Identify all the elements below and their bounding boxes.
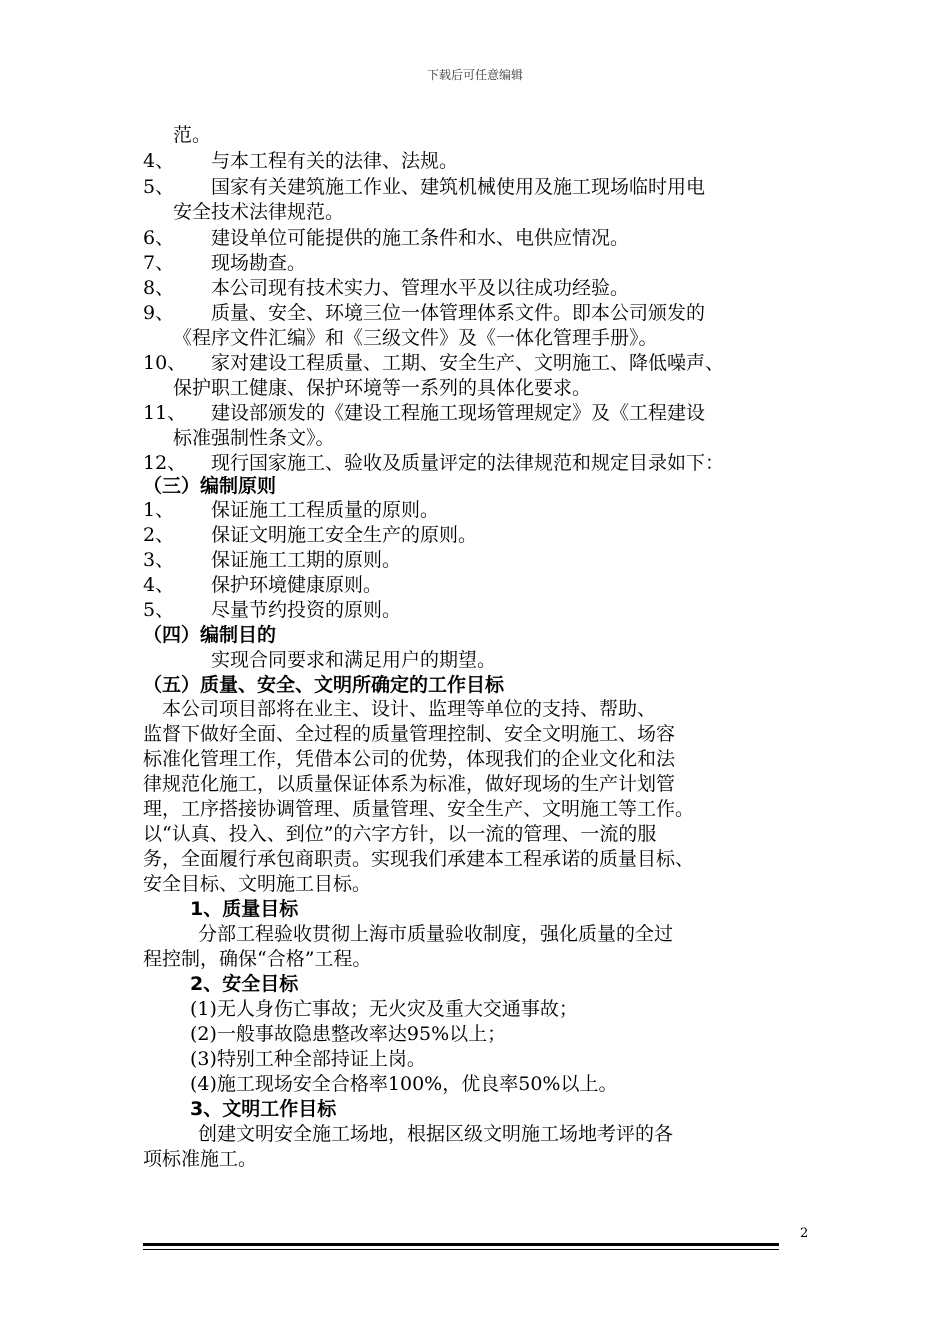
section-heading — [190, 1096, 336, 1122]
line-text: 尽量节约投资的原则。 — [211, 599, 402, 621]
line-text: 质量、安全、环境三位一体管理体系文件。即本公司颁发的 — [211, 302, 706, 324]
footer-rule-thin — [143, 1249, 779, 1250]
line-text: 保证文明施工安全生产的原则。 — [211, 524, 478, 546]
footer-rule-thick — [143, 1243, 779, 1246]
line-text: 项标准施工。 — [143, 1148, 258, 1170]
line-text: 标准化管理工作，凭借本公司的优势，体现我们的企业文化和法 — [143, 748, 676, 770]
text-line — [143, 1146, 257, 1172]
text-line — [190, 1071, 617, 1097]
line-text: (4)施工现场安全合格率100%，优良率50%以上。 — [190, 1073, 618, 1095]
line-text: 以“认真、投入、到位”的六字方针，以一流的管理、一流的服 — [143, 823, 657, 845]
text-line — [143, 946, 371, 972]
text-line — [143, 275, 629, 301]
text-line — [173, 325, 658, 351]
line-text: 安全技术法律规范。 — [173, 201, 345, 223]
text-line — [143, 746, 675, 772]
text-line — [173, 375, 591, 401]
list-number: 1、 — [143, 499, 175, 521]
text-line — [190, 996, 578, 1022]
line-text: 保证施工工程质量的原则。 — [211, 499, 440, 521]
heading-text: （四）编制目的 — [143, 624, 277, 646]
section-heading — [143, 622, 276, 648]
text-line — [143, 796, 694, 822]
line-text: 与本工程有关的法律、法规。 — [211, 150, 459, 172]
heading-text: （三）编制原则 — [143, 475, 277, 497]
line-text: 律规范化施工，以质量保证体系为标准，做好现场的生产计划管 — [143, 773, 676, 795]
text-line — [143, 871, 371, 897]
line-text: 保护职工健康、保护环境等一系列的具体化要求。 — [173, 377, 592, 399]
line-text: (3)特别工种全部持证上岗。 — [190, 1048, 426, 1070]
text-line — [143, 821, 656, 847]
list-number: 9、 — [143, 302, 175, 324]
section-heading — [143, 672, 504, 698]
section-heading — [190, 896, 298, 922]
line-text: 创建文明安全施工场地，根据区级文明施工场地考评的各 — [198, 1123, 674, 1145]
text-line — [143, 522, 477, 548]
list-number: 2、 — [143, 524, 175, 546]
line-text: 务，全面履行承包商职责。实现我们承建本工程承诺的质量目标、 — [143, 848, 695, 870]
list-number: 4、 — [143, 574, 175, 596]
line-text: 《程序文件汇编》和《三级文件》及《一体化管理手册》。 — [173, 327, 658, 349]
section-heading — [190, 971, 298, 997]
heading-text: 2、安全目标 — [190, 973, 299, 995]
list-number: 11、 — [143, 402, 187, 424]
text-line — [198, 1121, 673, 1147]
text-line — [173, 122, 211, 148]
text-line — [143, 572, 382, 598]
list-number: 10、 — [143, 352, 187, 374]
line-text: 建设部颁发的《建设工程施工现场管理规定》及《工程建设 — [211, 402, 706, 424]
line-text: 范。 — [173, 124, 212, 146]
text-line — [190, 1046, 426, 1072]
text-line — [211, 647, 496, 673]
heading-text: 3、文明工作目标 — [190, 1098, 337, 1120]
text-line — [143, 696, 656, 722]
text-line — [143, 846, 694, 872]
line-text: 现场勘查。 — [211, 252, 307, 274]
text-line — [143, 771, 675, 797]
line-text: 分部工程验收贯彻上海市质量验收制度，强化质量的全过 — [198, 923, 674, 945]
line-text: 国家有关建筑施工作业、建筑机械使用及施工现场临时用电 — [211, 176, 706, 198]
line-text: 家对建设工程质量、工期、安全生产、文明施工、降低噪声、 — [211, 352, 725, 374]
line-text: 现行国家施工、验收及质量评定的法律规范和规定目录如下： — [211, 452, 725, 474]
text-line — [143, 250, 306, 276]
text-line — [173, 425, 335, 451]
text-line — [143, 225, 629, 251]
text-line — [198, 921, 673, 947]
text-line — [143, 597, 401, 623]
line-text: (1)无人身伤亡事故；无火灾及重大交通事故； — [190, 998, 578, 1020]
line-text: 理，工序搭接协调管理、质量管理、安全生产、文明施工等工作。 — [143, 798, 695, 820]
list-number: 6、 — [143, 227, 175, 249]
list-number: 5、 — [143, 599, 175, 621]
list-number: 7、 — [143, 252, 175, 274]
text-line — [143, 721, 675, 747]
page-header: 下载后可任意编辑 — [426, 68, 523, 82]
list-number: 3、 — [143, 549, 175, 571]
line-text: 标准强制性条文》。 — [173, 427, 335, 449]
text-line — [173, 199, 344, 225]
text-line — [143, 300, 705, 326]
line-text: (2)一般事故隐患整改率达95%以上； — [190, 1023, 507, 1045]
line-text: 实现合同要求和满足用户的期望。 — [211, 649, 497, 671]
line-text: 监督下做好全面、全过程的质量管理控制、安全文明施工、场容 — [143, 723, 676, 745]
line-text: 本公司项目部将在业主、设计、监理等单位的支持、帮助、 — [143, 698, 657, 720]
line-text: 建设单位可能提供的施工条件和水、电供应情况。 — [211, 227, 630, 249]
text-line — [143, 350, 724, 376]
text-line — [143, 148, 458, 174]
heading-text: 1、质量目标 — [190, 898, 299, 920]
heading-text: （五）质量、安全、文明所确定的工作目标 — [143, 674, 505, 696]
list-number: 12、 — [143, 452, 187, 474]
line-text: 保护环境健康原则。 — [211, 574, 383, 596]
line-text: 程控制，确保“合格”工程。 — [143, 948, 372, 970]
list-number: 5、 — [143, 176, 175, 198]
line-text: 保证施工工期的原则。 — [211, 549, 402, 571]
line-text: 本公司现有技术实力、管理水平及以往成功经验。 — [211, 277, 630, 299]
text-line — [143, 400, 705, 426]
text-line — [143, 497, 439, 523]
text-line — [190, 1021, 506, 1047]
page-number: 2 — [800, 1226, 809, 1241]
text-line — [143, 547, 401, 573]
section-heading — [143, 473, 276, 499]
list-number: 4、 — [143, 150, 175, 172]
line-text: 安全目标、文明施工目标。 — [143, 873, 372, 895]
list-number: 8、 — [143, 277, 175, 299]
text-line — [143, 174, 705, 200]
